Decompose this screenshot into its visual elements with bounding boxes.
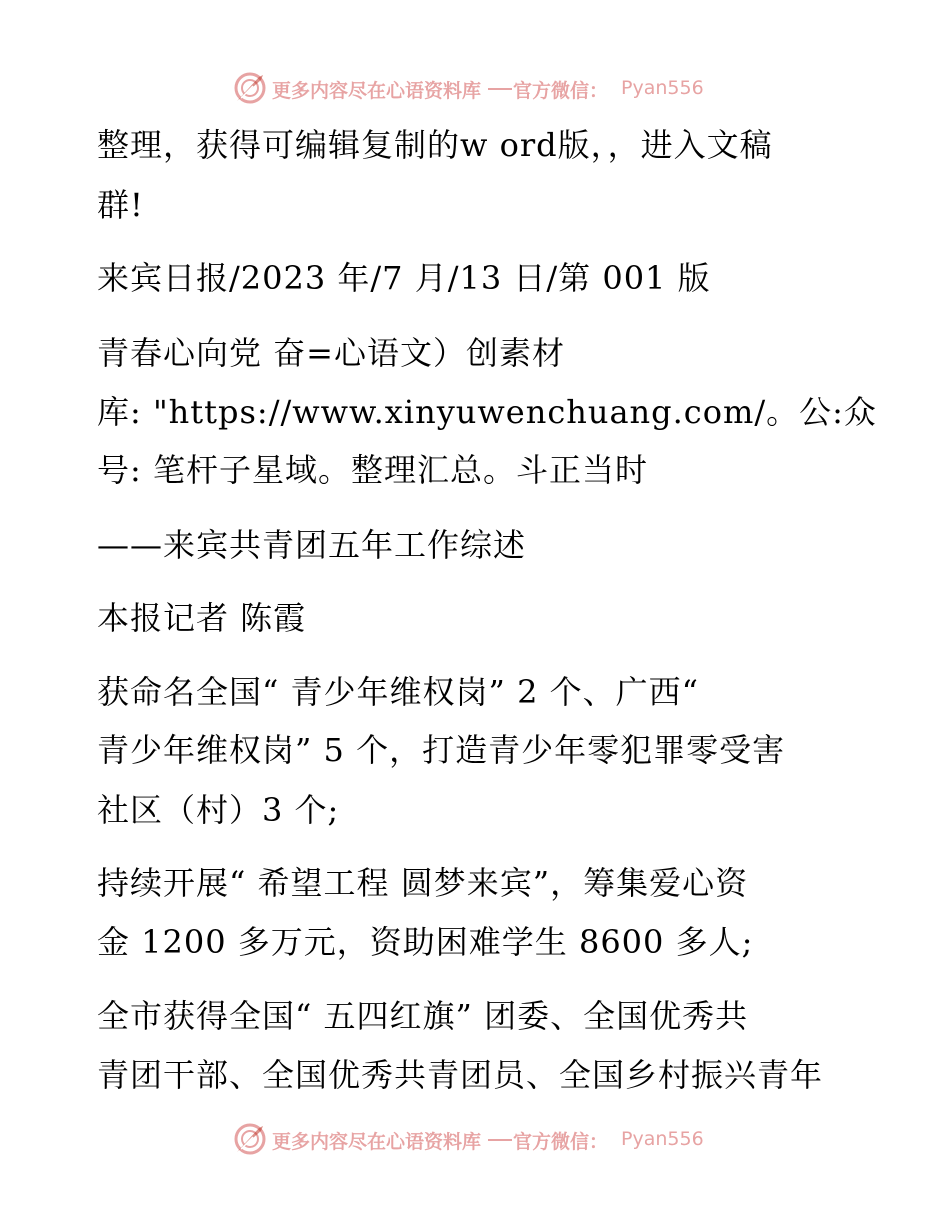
- text-line: 社区（村）3 个;: [97, 791, 340, 829]
- text-line: ——来宾共青团五年工作综述: [97, 526, 527, 564]
- text-line: 青春心向党 奋=心语文）创素材: [97, 334, 565, 372]
- watermark-wechat-id: Pyan556: [621, 77, 704, 99]
- text-line: 持续开展“ 希望工程 圆梦来宾”，筹集爱心资: [97, 864, 749, 902]
- text-line: 群!: [97, 186, 144, 224]
- text-line: 获命名全国“ 青少年维权岗” 2 个、广西“: [97, 673, 699, 711]
- text-line: 青团干部、全国优秀共青团员、全国乡村振兴青年: [97, 1056, 824, 1094]
- quill-logo-icon: [233, 1122, 267, 1156]
- text-line: 金 1200 多万元，资助困难学生 8600 多人;: [97, 923, 754, 961]
- footer-watermark: [0, 1120, 950, 1160]
- watermark-official-label: 官方微信：: [513, 1131, 609, 1153]
- header-watermark: [0, 69, 950, 109]
- watermark-text: 更多内容尽在心语资料库: [272, 80, 482, 102]
- text-line: 整理，获得可编辑复制的w ord版，，进入文稿: [97, 126, 773, 164]
- watermark-official-label: 官方微信：: [513, 80, 609, 102]
- watermark-wechat-id: Pyan556: [621, 1128, 704, 1150]
- text-line: 来宾日报/2023 年/7 月/13 日/第 001 版: [97, 259, 711, 297]
- watermark-text: 更多内容尽在心语资料库: [272, 1131, 482, 1153]
- text-line: 青少年维权岗” 5 个，打造青少年零犯罪零受害: [97, 731, 786, 769]
- text-line: 库: "https://www.xinyuwenchuang.com/。公:众: [97, 393, 877, 431]
- watermark-dash: [488, 88, 512, 90]
- text-line: 本报记者 陈霞: [97, 599, 307, 637]
- text-line: 号: 笔杆子星域。整理汇总。斗正当时: [97, 451, 648, 489]
- quill-logo-icon: [233, 71, 267, 105]
- text-line: 全市获得全国“ 五四红旗” 团委、全国优秀共: [97, 997, 749, 1035]
- watermark-dash: [488, 1139, 512, 1141]
